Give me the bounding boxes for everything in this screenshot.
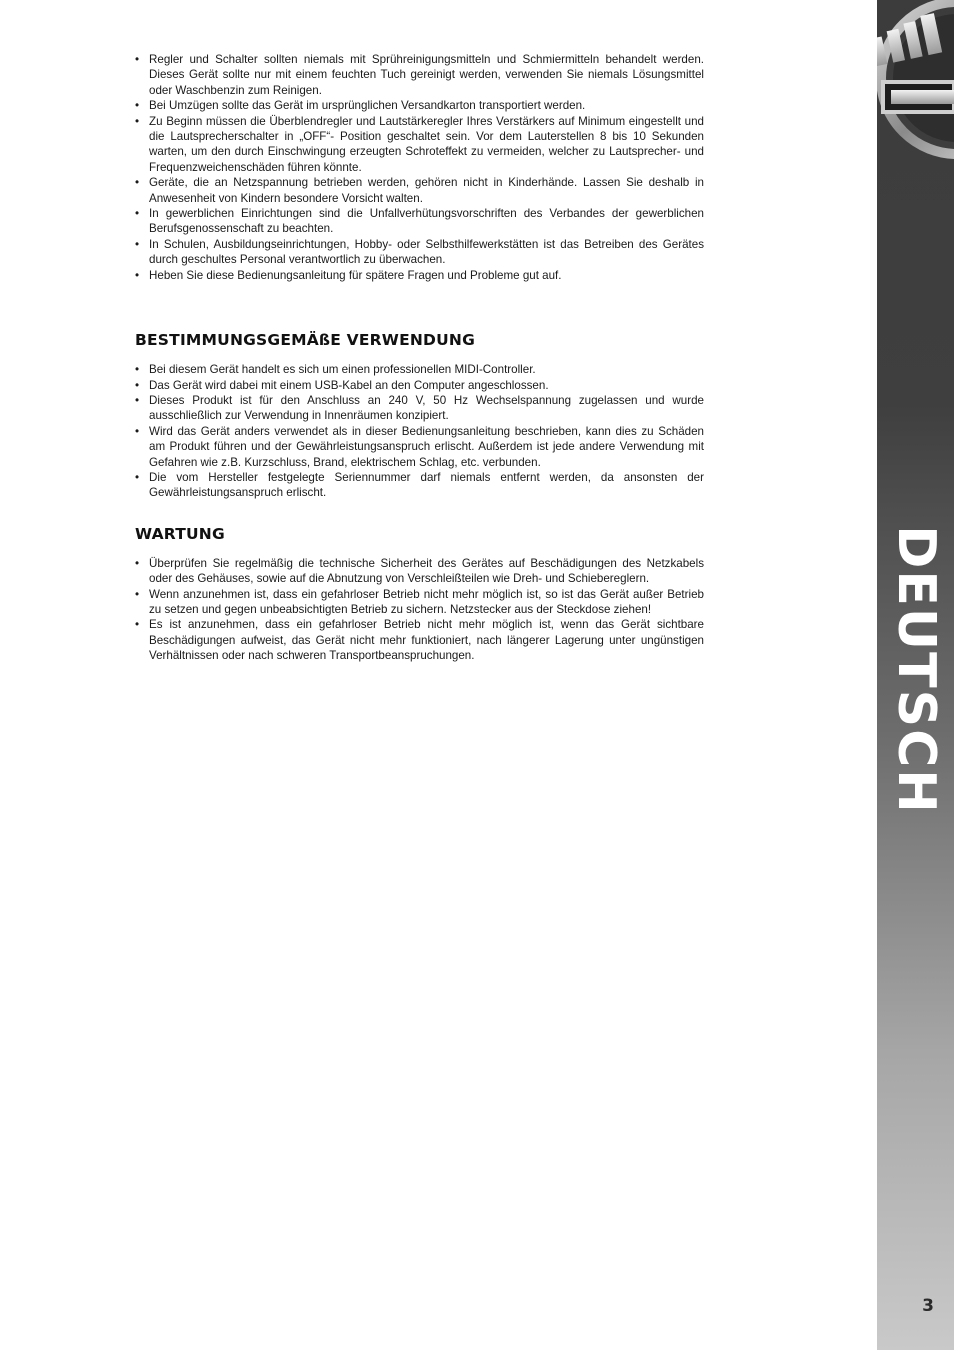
list-item: • Wenn anzunehmen ist, dass ein gefahrloser Betrieb nicht mehr möglich ist, so ist das Gerät außer Betrieb zu setzen und gegen unbeabsichtigten Betrieb zu sichern. Netzstecker aus der Steckdose ziehen! — [135, 587, 704, 618]
list-item: • Geräte, die an Netzspannung betrieben werden, gehören nicht in Kinderhände. Lassen Sie deshalb in Anwesenheit von Kindern besondere Vorsicht walten. — [135, 175, 704, 206]
list-item: • Es ist anzunehmen, dass ein gefahrloser Betrieb nicht mehr möglich ist, wenn das Gerät sichtbare Beschädigungen aufweist, das Gerät nicht mehr funktioniert, nach längerer Lagerung unter ungünstigen Verhältnissen oder nach schweren Transportbeanspruchungen. — [135, 617, 704, 663]
list-item: • Heben Sie diese Bedienungsanleitung für spätere Fragen und Probleme gut auf. — [135, 268, 704, 283]
list-item: • Bei Umzügen sollte das Gerät im ursprünglichen Versandkarton transportiert werden. — [135, 98, 704, 113]
page-content — [135, 52, 704, 664]
list-item: • In Schulen, Ausbildungseinrichtungen, Hobby- oder Selbsthilfewerkstätten ist das Betreiben des Gerätes durch geschultes Personal verantwortlich zu überwachen. — [135, 237, 704, 268]
brand-logo-icon — [877, 0, 954, 160]
list-item: • Dieses Produkt ist für den Anschluss an 240 V, 50 Hz Wechselspannung zugelassen und wurde ausschließlich zur Verwendung in Innenräumen konzipiert. — [135, 393, 704, 424]
section-heading-maintenance: WARTUNG — [135, 524, 225, 543]
list-item: • Regler und Schalter sollten niemals mit Sprühreinigungsmitteln und Schmiermitteln behandelt werden. Dieses Gerät sollte nur mit einem feuchten Tuch gereinigt werden, verwenden Sie niemals Lösungsmittel oder Waschbenzin zum Reinigen. — [135, 52, 704, 98]
page-number: 3 — [922, 1296, 934, 1316]
usage-list — [135, 362, 704, 501]
safety-list — [135, 52, 704, 283]
section-heading-usage: BESTIMMUNGSGEMÄßE VERWENDUNG — [135, 331, 475, 350]
list-item: • Überprüfen Sie regelmäßig die technische Sicherheit des Gerätes auf Beschädigungen des Netzkabels oder des Gehäuses, sowie auf die Abnutzung von Verschleißteilen wie Dreh- und Schiebereglern. — [135, 556, 704, 587]
list-item: • In gewerblichen Einrichtungen sind die Unfallverhütungsvorschriften des Verbandes der gewerblichen Berufsgenossenschaft zu beachten. — [135, 206, 704, 237]
language-label: DEUTSCH — [886, 525, 946, 815]
maintenance-list — [135, 556, 704, 664]
list-item: • Bei diesem Gerät handelt es sich um einen professionellen MIDI-Controller. — [135, 362, 704, 377]
list-item: • Das Gerät wird dabei mit einem USB-Kabel an den Computer angeschlossen. — [135, 378, 704, 393]
list-item: • Die vom Hersteller festgelegte Seriennummer darf niemals entfernt werden, da ansonsten der Gewährleistungsanspruch erlischt. — [135, 470, 704, 501]
list-item: • Zu Beginn müssen die Überblendregler und Lautstärkeregler Ihres Verstärkers auf Minimum eingestellt und die Lautsprecherschalter in „OFF“- Position geschaltet sein. Vor dem Lauterstellen 8 bis 10 Sekunden warten, um den durch Einschwingung erzeugten Schroteffekt zu vermeiden, welcher zu Lautsprecher- und Frequenzweichenschäden führen könnte. — [135, 114, 704, 176]
list-item: • Wird das Gerät anders verwendet als in dieser Bedienungsanleitung beschrieben, kann dies zu Schäden am Produkt führen und der Gewährleistungsanspruch erlischt. Außerdem ist jede andere Verwendung mit Gefahren wie z.B. Kurzschluss, Brand, elektrischem Schlag, etc. verbunden. — [135, 424, 704, 470]
